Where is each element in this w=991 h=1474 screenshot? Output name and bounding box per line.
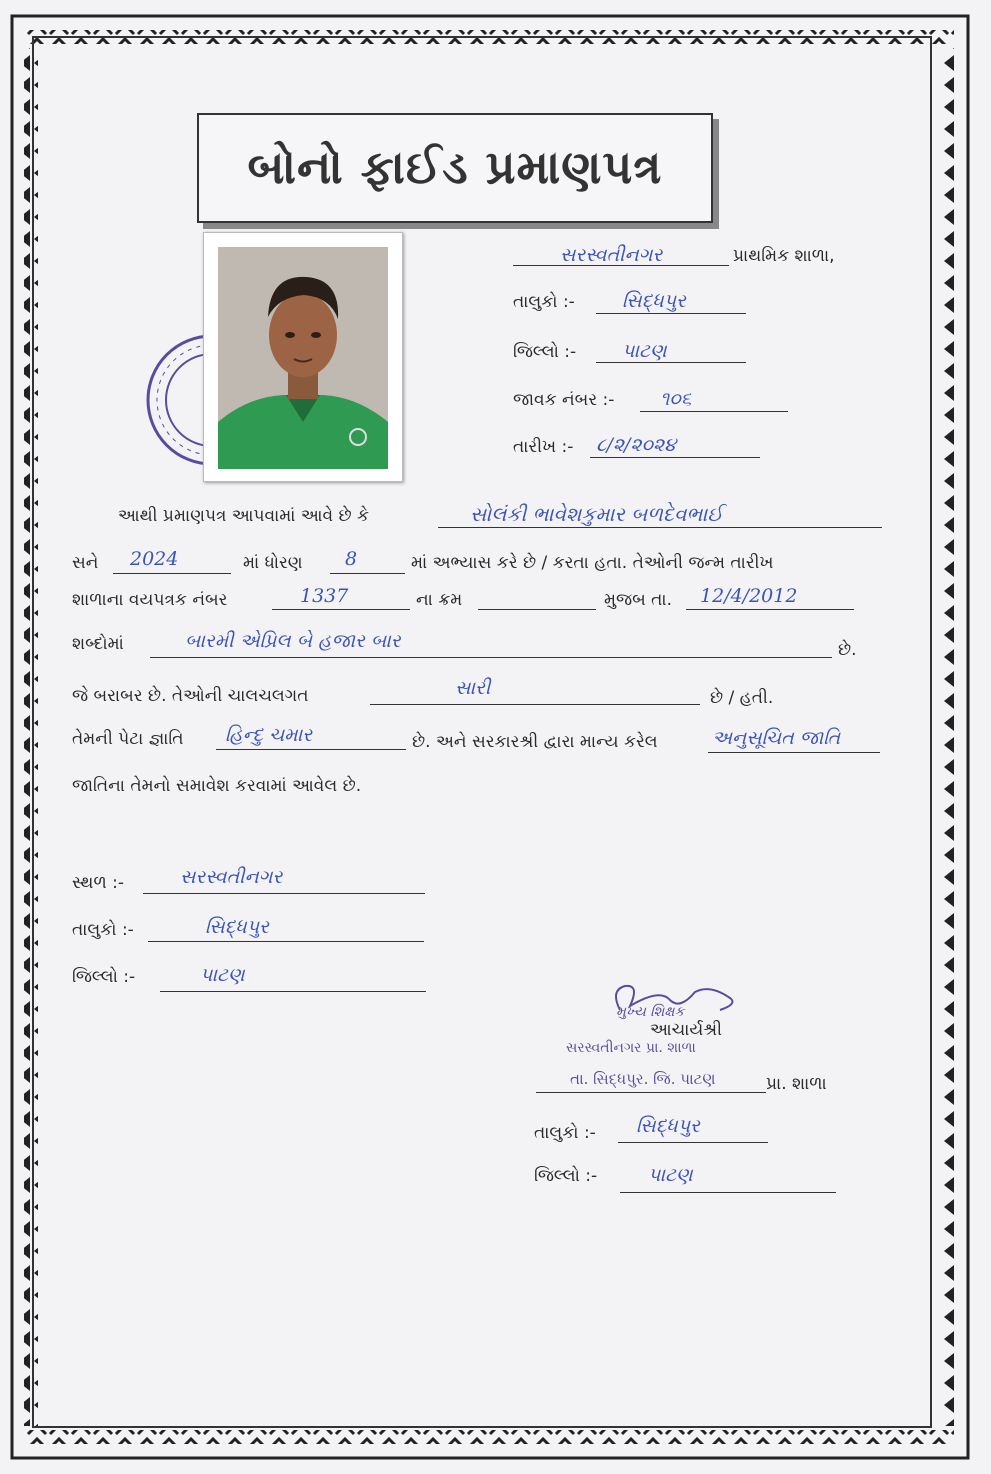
- as-per-date-label: મુજબ તા.: [604, 590, 672, 610]
- date-value: ૮/૨/૨૦૨૪: [596, 434, 676, 456]
- certify-prefix: આથી પ્રમાણપત્ર આપવામાં આવે છે કે: [118, 506, 369, 526]
- in-words-suffix: છે.: [838, 640, 857, 660]
- principal-role: આચાર્યશ્રી: [650, 1020, 723, 1040]
- student-photo: [218, 247, 388, 469]
- signature-taluka-label: તાલુકો :-: [534, 1123, 596, 1143]
- student-name: સોલંકી ભાવેશકુમાર બળદેવભાઈ: [470, 502, 723, 526]
- stamp-school-line: સરસ્વતીનગર પ્રા. શાળા: [566, 1040, 696, 1056]
- year-label: સને: [72, 553, 99, 573]
- school-suffix: પ્રાથમિક શાળા,: [733, 246, 835, 266]
- sub-caste-label: તેમની પેટા જ્ઞાતિ: [72, 729, 184, 749]
- date-label: તારીખ :-: [513, 437, 574, 457]
- place-value: સરસ્વતીનગર: [180, 866, 283, 888]
- certificate-title: બોનો ફાઈડ પ્રમાણપત્ર: [247, 140, 663, 194]
- conduct-label: જે બરાબર છે. તેઓની ચાલચલગત: [72, 686, 309, 706]
- district-label: જિલ્લો :-: [513, 342, 577, 362]
- school-name-value: સરસ્વતીનગર: [560, 244, 663, 266]
- birth-date-value: 12/4/2012: [700, 585, 798, 607]
- year-value: 2024: [130, 548, 179, 570]
- conduct-suffix: છે / હતી.: [710, 688, 774, 708]
- in-words-label: શબ્દોમાં: [72, 634, 124, 654]
- birth-date-in-words: બારમી એપ્રિલ બે હજાર બાર: [185, 630, 401, 652]
- title-box: [197, 113, 713, 223]
- outward-number-label: જાવક નંબર :-: [513, 390, 615, 410]
- category-value: અનુસૂચિત જાતિ: [712, 727, 841, 749]
- study-status-text: માં અભ્યાસ કરે છે / કરતા હતા. તેઓની જન્મ તારીખ: [411, 553, 774, 573]
- gr-number-label: શાળાના વયપત્રક નંબર: [72, 590, 228, 610]
- standard-label: માં ધોરણ: [243, 553, 303, 573]
- gr-number-value: 1337: [300, 585, 349, 607]
- stamp-address-line: તા. સિદ્ધપુર. જિ. પાટણ: [570, 1070, 716, 1088]
- taluka-label: તાલુકો :-: [513, 292, 575, 312]
- outward-number-value: ૧૦૬: [660, 388, 692, 410]
- place-taluka-value: સિદ્ધપુર: [205, 916, 269, 938]
- sub-caste-value: હિન્દુ ચમાર: [225, 724, 313, 746]
- place-district-value: પાટણ: [200, 964, 245, 986]
- signature-designation: મુખ્ય શિક્ષક: [616, 1004, 685, 1020]
- place-label: સ્થળ :-: [72, 873, 124, 893]
- govt-approved-text: છે. અને સરકારશ્રી દ્વારા માન્ય કરેલ: [412, 732, 658, 752]
- signature-district-label: જિલ્લો :-: [534, 1166, 598, 1186]
- district-value: પાટણ: [622, 340, 667, 362]
- taluka-value: સિદ્ધપુર: [622, 290, 686, 312]
- order-label: ના ક્રમ: [416, 590, 463, 610]
- signature-taluka-value: સિદ્ધપુર: [636, 1115, 700, 1137]
- place-district-label: જિલ્લો :-: [72, 967, 136, 987]
- standard-value: 8: [345, 548, 358, 570]
- signature-district-value: પાટણ: [648, 1164, 693, 1186]
- photo-frame: [203, 232, 403, 482]
- signature-school-suffix: પ્રા. શાળા: [766, 1074, 827, 1094]
- place-taluka-label: તાલુકો :-: [72, 920, 134, 940]
- inclusion-text: જાતિના તેમનો સમાવેશ કરવામાં આવેલ છે.: [72, 776, 362, 796]
- conduct-value: સારી: [455, 677, 491, 699]
